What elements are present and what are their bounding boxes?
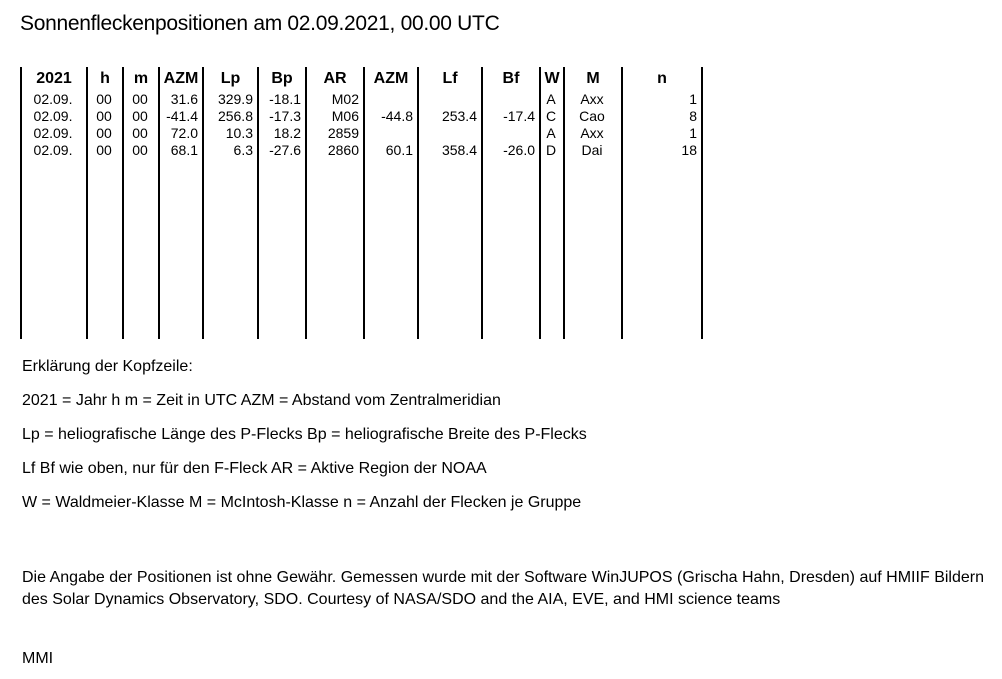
cell-ar: M06 [306,108,364,125]
cell-mcintosh: Cao [564,108,622,125]
cell-ar: 2859 [306,125,364,142]
header-count: n [622,67,702,91]
cell-count: 1 [622,91,702,108]
cell-lf [418,125,482,142]
cell-lf [418,91,482,108]
header-bf: Bf [482,67,540,91]
cell-date: 02.09. [21,108,87,125]
cell-lf: 253.4 [418,108,482,125]
cell-waldmeier: C [540,108,564,125]
cell-bp: 18.2 [258,125,306,142]
cell-lp: 329.9 [203,91,258,108]
cell-bp: -17.3 [258,108,306,125]
header-minute: m [123,67,159,91]
cell-mcintosh: Axx [564,91,622,108]
cell-hour: 00 [87,91,123,108]
legend-line: W = Waldmeier-Klasse M = McIntosh-Klasse n = Anzahl der Flecken je Gruppe [22,494,582,511]
header-bp: Bp [258,67,306,91]
cell-waldmeier: D [540,142,564,159]
table-row [21,91,702,108]
cell-azm-f: 60.1 [364,142,418,159]
cell-mcintosh: Axx [564,125,622,142]
disclaimer-note: Die Angabe der Positionen ist ohne Gewähr. Gemessen wurde mit der Software WinJUPOS (Grischa Hahn, Dresden) auf HMIIF Bildern des Solar Dynamics Observatory, SDO. Courtesy of NASA/SDO and the AIA, EVE, and HMI science teams [22,569,984,608]
cell-bf: -17.4 [482,108,540,125]
legend-line: Lp = heliografische Länge des P-Flecks Bp = heliografische Breite des P-Flecks [22,426,587,443]
cell-ar: 2860 [306,142,364,159]
table-row [21,108,702,125]
legend-line: 2021 = Jahr h m = Zeit in UTC AZM = Abstand vom Zentralmeridian [22,392,501,409]
sunspot-table [20,67,703,339]
author-signature: MMI [22,650,54,667]
cell-azm-p: 31.6 [159,91,203,108]
cell-minute: 00 [123,91,159,108]
cell-date: 02.09. [21,91,87,108]
cell-bp: -27.6 [258,142,306,159]
cell-ar: M02 [306,91,364,108]
header-azm-p: AZM [159,67,203,91]
cell-azm-p: 68.1 [159,142,203,159]
cell-count: 1 [622,125,702,142]
header-hour: h [87,67,123,91]
cell-bf [482,125,540,142]
cell-date: 02.09. [21,142,87,159]
table-empty-space [21,159,702,339]
cell-minute: 00 [123,142,159,159]
page-title: Sonnenfleckenpositionen am 02.09.2021, 00.00 UTC [20,12,500,35]
cell-mcintosh: Dai [564,142,622,159]
cell-count: 8 [622,108,702,125]
header-waldmeier: W [540,67,564,91]
cell-lp: 256.8 [203,108,258,125]
cell-bf: -26.0 [482,142,540,159]
cell-hour: 00 [87,108,123,125]
legend-line: Lf Bf wie oben, nur für den F-Fleck AR = Aktive Region der NOAA [22,460,487,477]
cell-lp: 6.3 [203,142,258,159]
cell-hour: 00 [87,125,123,142]
cell-azm-f [364,125,418,142]
cell-azm-f [364,91,418,108]
table-row [21,142,702,159]
cell-bp: -18.1 [258,91,306,108]
header-year: 2021 [21,67,87,91]
header-lp: Lp [203,67,258,91]
cell-azm-f: -44.8 [364,108,418,125]
table-row [21,125,702,142]
cell-lp: 10.3 [203,125,258,142]
legend-heading: Erklärung der Kopfzeile: [22,358,193,375]
header-legend [22,358,587,528]
header-mcintosh: M [564,67,622,91]
cell-hour: 00 [87,142,123,159]
sunspot-table-container [20,67,703,339]
cell-minute: 00 [123,125,159,142]
header-ar: AR [306,67,364,91]
cell-lf: 358.4 [418,142,482,159]
cell-minute: 00 [123,108,159,125]
header-azm-f: AZM [364,67,418,91]
cell-date: 02.09. [21,125,87,142]
header-lf: Lf [418,67,482,91]
cell-azm-p: 72.0 [159,125,203,142]
cell-azm-p: -41.4 [159,108,203,125]
cell-waldmeier: A [540,125,564,142]
cell-bf [482,91,540,108]
cell-count: 18 [622,142,702,159]
table-header-row [21,67,702,91]
cell-waldmeier: A [540,91,564,108]
